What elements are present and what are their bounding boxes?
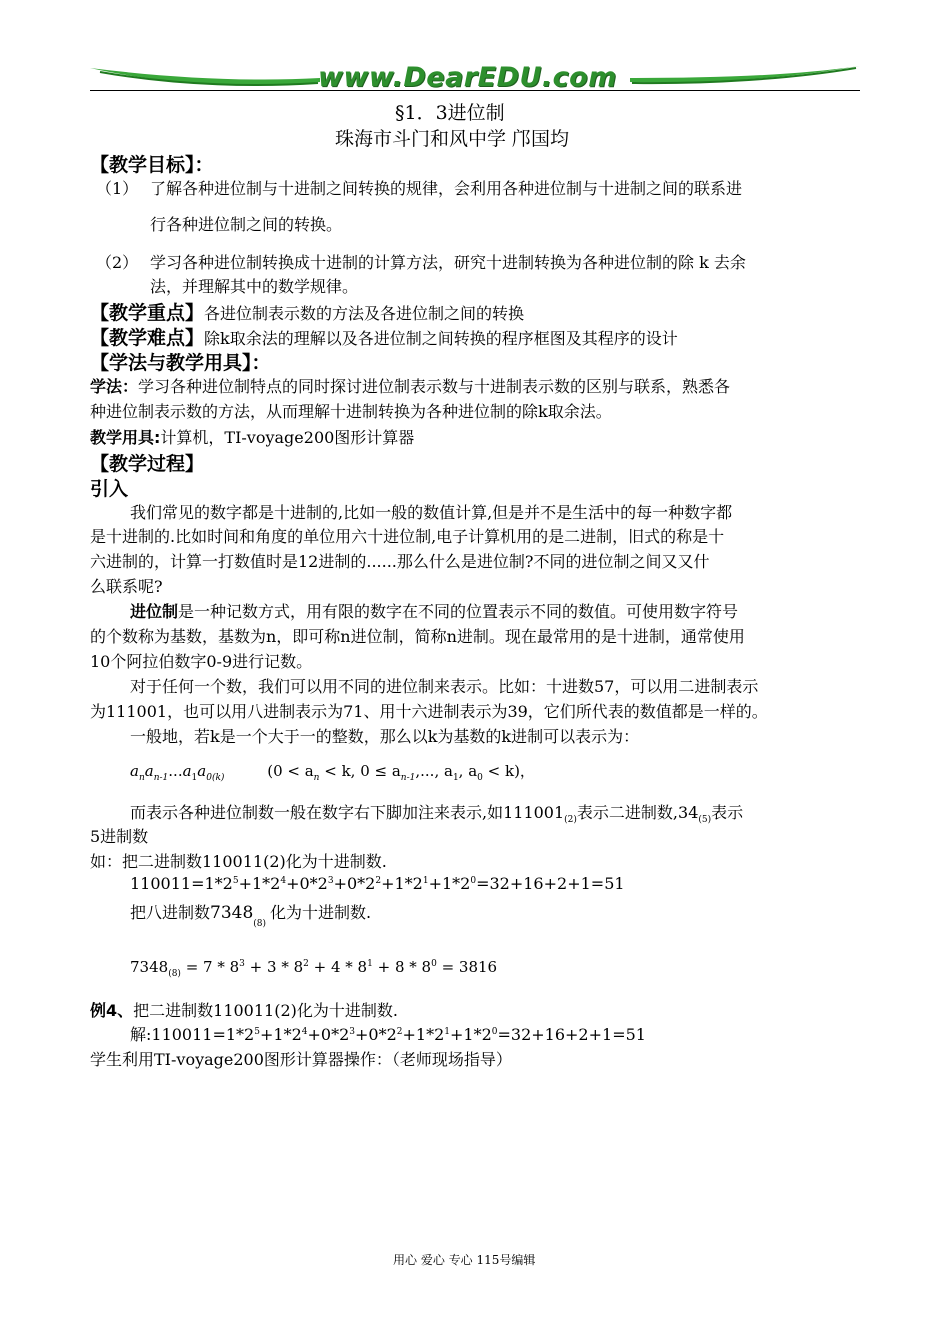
- formula-sub-n1: n-1: [153, 773, 169, 783]
- formula-cond-4: , a: [458, 762, 478, 780]
- para2-line1: [130, 599, 738, 622]
- sol-a: 解:110011=1*2: [130, 1025, 255, 1044]
- formula-cond-sub-0: 0: [477, 773, 483, 783]
- example-label: 如：把二进制数110011(2)化为十进制数.: [90, 852, 387, 871]
- sol-f: +1*2: [449, 1025, 492, 1044]
- formula-sub-n: n: [138, 773, 145, 783]
- sol-exp3: 3: [349, 1027, 355, 1037]
- octal-calc-number: 7348: [130, 958, 169, 976]
- formula-cond-5: < k)，: [482, 762, 535, 780]
- octal-calc-c: + 3 * 8: [244, 958, 304, 976]
- sol-b: +1*2: [259, 1025, 302, 1044]
- octal-calc-f: = 3816: [436, 958, 498, 976]
- para5-sub-5: (5): [698, 815, 712, 825]
- process-heading: 【教学过程】: [90, 453, 205, 475]
- formula-cond-3: ,..., a: [415, 762, 453, 780]
- tools-line: [90, 425, 414, 448]
- header-rule: [90, 90, 860, 91]
- para5-text-b: 表示二进制数,34: [576, 803, 699, 822]
- goal2-line2: 法，并理解其中的数学规律。: [150, 277, 359, 296]
- octal-exp0: 0: [431, 959, 437, 969]
- octal-intro: [130, 900, 371, 929]
- octal-exp1: 1: [367, 959, 373, 969]
- octal-text-b: 化为十进制数.: [270, 903, 372, 922]
- octal-exp3: 3: [239, 959, 245, 969]
- para1-line1: 我们常见的数字都是十进制的,比如一般的数值计算,但是并不是生活中的每一种数字都: [130, 503, 733, 522]
- para5-text-c: 表示: [711, 803, 744, 822]
- sol-c: +0*2: [307, 1025, 350, 1044]
- goal1-number: （1）: [96, 179, 139, 198]
- method-line2: 种进位制表示数的方法，从而理解十进制转换为各种进位制的除k取余法。: [90, 402, 612, 421]
- octal-text-a: 把八进制数: [130, 903, 211, 922]
- formula-a3: a: [182, 762, 192, 780]
- formula-sub-1: 1: [191, 773, 198, 783]
- formula-dots: ...: [168, 762, 183, 780]
- calc-exp0: 0: [470, 876, 477, 886]
- formula-a4: a: [197, 762, 207, 780]
- octal-exp2: 2: [303, 959, 309, 969]
- tools-text: 计算机，TI-voyage200图形计算器: [160, 428, 415, 447]
- para2-term: 进位制: [130, 602, 179, 621]
- sol-exp1: 1: [444, 1027, 450, 1037]
- para1-line3: 六进制的，计算一打数值时是12进制的......那么什么是进位制?不同的进位制之间又又什: [90, 552, 710, 571]
- tools-label: 教学用具:: [90, 428, 161, 447]
- para5-line1: [130, 800, 743, 825]
- method-label: 学法：: [90, 377, 139, 396]
- formula-a: a: [130, 762, 139, 780]
- sol-exp0: 0: [491, 1027, 498, 1037]
- key-text: 各进位制表示数的方法及各进位制之间的转换: [204, 304, 525, 323]
- example4-label: 例4、: [90, 1001, 134, 1020]
- tools-heading: 【学法与教学用具】：: [90, 352, 271, 374]
- para5-sub-2: (2): [564, 815, 577, 825]
- calc-e: +1*2: [381, 874, 423, 893]
- calc-exp2: 2: [375, 876, 382, 886]
- para1-line2: 是十进制的.比如时间和角度的单位用六十进位制,电子计算机用的是二进制，旧式的称是十: [90, 527, 725, 546]
- sol-exp4: 4: [301, 1027, 308, 1037]
- author-line: 珠海市斗门和风中学 邝国均: [335, 128, 570, 150]
- octal-calc: [130, 958, 497, 979]
- para4-line1: 一般地，若k是一个大于一的整数，那么以k为基数的k进制可以表示为：: [130, 727, 640, 746]
- calc-d: +0*2: [333, 874, 376, 893]
- difficulty-heading: 【教学难点】: [90, 327, 205, 349]
- calc-exp1: 1: [422, 876, 429, 886]
- goal1-line2: 行各种进位制之间的转换。: [150, 215, 343, 234]
- para3-line2: 为111001，也可以用八进制表示为71、用十六进制表示为39，它们所代表的数值都是一样的。: [90, 702, 768, 721]
- example4-line: [90, 998, 398, 1021]
- formula-sub-0k: 0(k): [206, 773, 225, 783]
- method-text-1: 学习各种进位制特点的同时探讨进位制表示数与十进制表示数的区别与联系，熟悉各: [138, 377, 731, 396]
- goal1-line1: 了解各种进位制与十进制之间转换的规律，会利用各种进位制与十进制之间的联系进: [150, 179, 743, 198]
- para2-line3: 10个阿拉伯数字0-9进行记数。: [90, 652, 313, 671]
- formula-cond-sub-1: 1: [452, 773, 459, 783]
- formula-cond-sub-n1: n-1: [400, 773, 416, 783]
- sol-exp2: 2: [396, 1027, 403, 1037]
- sol-d: +0*2: [354, 1025, 397, 1044]
- goal-heading: 【教学目标】：: [90, 154, 214, 176]
- calc-exp5: 5: [232, 876, 239, 886]
- octal-calc-b: = 7 * 8: [180, 958, 240, 976]
- key-point-line: [90, 298, 524, 325]
- para3-line1: 对于任何一个数，我们可以用不同的进位制来表示。比如：十进数57，可以用二进制表示: [130, 677, 759, 696]
- calc-exp4: 4: [280, 876, 287, 886]
- difficulty-text: 除k取余法的理解以及各进位制之间转换的程序框图及其程序的设计: [204, 329, 678, 348]
- para2-text-1: 是一种记数方式，用有限的数字在不同的位置表示不同的数值。可使用数字符号: [178, 602, 739, 621]
- page-title: §1．3进位制: [395, 102, 505, 124]
- formula-cond-2: < k, 0 ≤ a: [319, 762, 401, 780]
- goal2-line1: 学习各种进位制转换成十进制的计算方法，研究十进制转换为各种进位制的除 k 去余: [150, 253, 746, 272]
- example4-text: 把二进制数110011(2)化为十进制数.: [133, 1001, 398, 1020]
- octal-calc-sub: (8): [168, 969, 181, 979]
- student-line: 学生利用TI-voyage200图形计算器操作：（老师现场指导）: [90, 1050, 512, 1069]
- formula-a2: a: [144, 762, 154, 780]
- sol-e: +1*2: [402, 1025, 445, 1044]
- octal-calc-d: + 4 * 8: [308, 958, 368, 976]
- intro-heading: 引入: [90, 478, 129, 500]
- sol-exp5: 5: [254, 1027, 260, 1037]
- method-line1: [90, 374, 730, 397]
- para5-line2: 5进制数: [90, 827, 149, 846]
- calc-c: +0*2: [286, 874, 328, 893]
- site-logo: www.DearEDU.com: [318, 62, 617, 93]
- octal-sub: (8): [253, 919, 267, 929]
- example-calc: [130, 874, 625, 893]
- key-heading: 【教学重点】: [90, 302, 205, 324]
- sol-g: =32+16+2+1=51: [497, 1025, 646, 1044]
- page-footer: 用心 爱心 专心 115号编辑: [393, 1253, 536, 1267]
- general-formula: [130, 760, 535, 783]
- para5-text-a: 而表示各种进位制数一般在数字右下脚加注来表示,如111001: [130, 803, 565, 822]
- octal-calc-e: + 8 * 8: [372, 958, 432, 976]
- octal-number: 7348: [210, 903, 254, 923]
- goal2-number: （2）: [96, 253, 139, 272]
- calc-b: +1*2: [238, 874, 281, 893]
- calc-f: +1*2: [428, 874, 471, 893]
- difficulty-line: [90, 323, 678, 350]
- example4-solution: [130, 1022, 646, 1045]
- para1-line4: 么联系呢?: [90, 577, 163, 596]
- formula-cond-sub-n: n: [313, 773, 320, 783]
- calc-a: 110011=1*2: [130, 874, 233, 893]
- formula-cond-1: (0 < a: [267, 762, 314, 780]
- calc-exp3: 3: [327, 876, 334, 886]
- calc-g: =32+16+2+1=51: [476, 874, 625, 893]
- para2-line2: 的个数称为基数，基数为n，即可称n进位制，简称n进制。现在最常用的是十进制，通常使用: [90, 627, 745, 646]
